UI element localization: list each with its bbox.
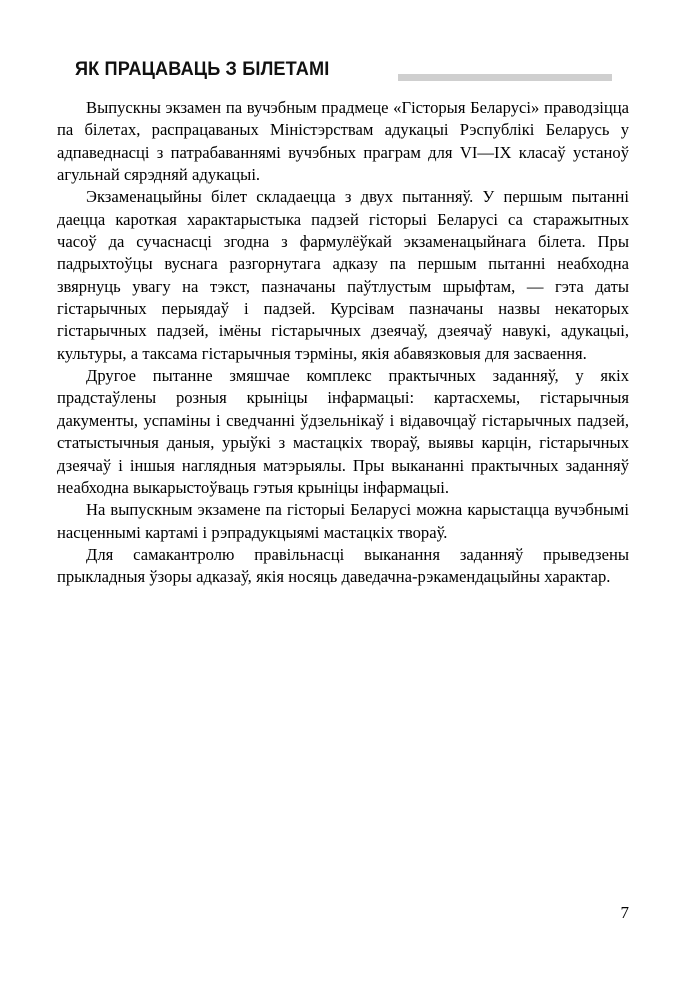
header-rule-decoration	[398, 74, 612, 81]
paragraph-2: Экзаменацыйны білет складаецца з двух пытанняў. У першым пытанні даецца кароткая характарыстыка падзей гісторыі Беларусі са старажытных часоў да сучаснасці згодна з фармулёўкай экзаменацыйнага білета. Пры падрыхтоўцы вуснага разгорнутага адказу па першым пытанні неабходна звярнуць увагу на тэкст, пазначаны паўтлустым шрыфтам, — гэта даты гістарычных перыядаў і падзей. Курсівам пазначаны назвы некаторых гістарычных падзей, імёны гістарычных дзеячаў, дзеячаў навукі, адукацыі, культуры, а таксама гістарычныя тэрміны, якія абавязковыя для засваення.	[57, 187, 629, 363]
page-number: 7	[620, 903, 629, 922]
page-title: ЯК ПРАЦАВАЦЬ З БІЛЕТАМІ	[75, 58, 330, 80]
paragraph-4: На выпускным экзамене па гісторыі Беларусі можна карыстацца вучэбнымі насценнымі картамі і рэпрадукцыямі мастацкіх твораў.	[57, 500, 629, 542]
paragraph-3: Другое пытанне змяшчае комплекс практычных заданняў, у якіх прадстаўлены розныя крыніцы інфармацыі: картасхемы, гістарычныя дакументы, успаміны і сведчанні ўдзельнікаў і відавочцаў гістарычных падзей, статыстычныя даныя, урыўкі з мастацкіх твораў, выявы карцін, гістарычных дзеячаў і іншыя наглядныя матэрыялы. Пры выкананні практычных заданняў неабходна выкарыстоўваць гэтыя крыніцы інфармацыі.	[57, 366, 629, 497]
paragraph-1: Выпускны экзамен па вучэбным прадмеце «Гісторыя Беларусі» праводзіцца па білетах, распрацаваных Міністэрствам адукацыі Рэспублікі Беларусь у адпаведнасці з патрабаваннямі вучэбных праграм для VI—IX класаў устаноў агульнай сярэдняй адукацыі.	[57, 98, 629, 185]
body-text-block	[57, 97, 629, 589]
page-header	[0, 56, 700, 86]
paragraph-5: Для самакантролю правільнасці выканання заданняў прыведзены прыкладныя ўзоры адказаў, якія носяць даведачна-рэкамендацыйны характар.	[57, 544, 629, 587]
